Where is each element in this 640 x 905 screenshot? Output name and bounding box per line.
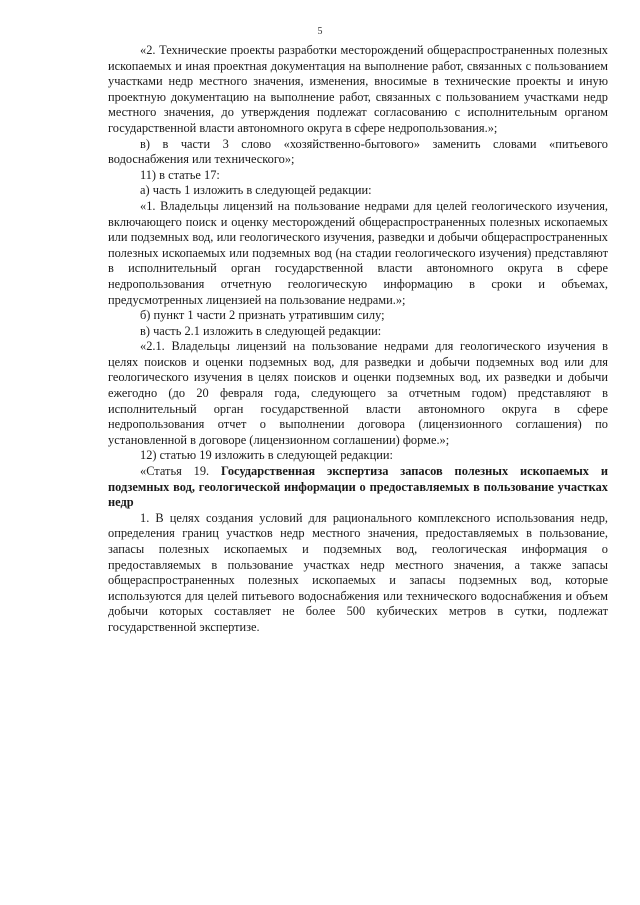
article-heading: [108, 464, 608, 511]
paragraph-part21-text: «2.1. Владельцы лицензий на пользование недрами для геологического изучения в целях поисков и оценки подземных вод, для разведки и добычи подземных вод или для геологического изучения в целях поисков и оценки подземных вод, их разведки и добычи ежегодно (до 20 февраля года, следующего за отчетным годом) представляют в исполнительный орган государственной власти автономного округа в сфере недропользования отчет о выполнении договора (лицензионного соглашения) по установленной в договоре (лицензионном соглашении) форме.»;: [108, 339, 608, 447]
paragraph-part21-intro: в) часть 2.1 изложить в следующей редакции:: [140, 323, 382, 338]
article-heading-prefix: «Статья 19.: [140, 464, 210, 479]
document-body: [108, 43, 608, 636]
article-heading-title: Государственная экспертиза запасов полезных ископаемых и подземных вод, геологической информации о предоставляемых в пользование участках недр: [108, 464, 608, 510]
paragraph-point1-repeal: б) пункт 1 части 2 признать утратившим силу;: [140, 308, 385, 323]
paragraph-article19-intro: 12) статью 19 изложить в следующей редакции:: [140, 448, 393, 463]
paragraph-article17-intro: 11) в статье 17:: [140, 167, 220, 182]
paragraph-part1-intro: а) часть 1 изложить в следующей редакции:: [140, 183, 372, 198]
paragraph-technical-projects: «2. Технические проекты разработки месторождений общераспространенных полезных ископаемых и иная проектная документация на выполнение работ, связанных с пользованием участками недр местного значения, изменения, вносимые в технические проекты и иную проектную документацию на выполнение работ, связанных с пользованием участками недр местного значения, до утверждения подлежат согласованию с исполнительным органом государственной власти автономного округа в сфере недропользования.»;: [108, 43, 608, 135]
paragraph-part3-amendment: в) в части 3 слово «хозяйственно-бытового» заменить словами «питьевого водоснабжения или технического»;: [108, 136, 608, 167]
paragraph-state-expertise: 1. В целях создания условий для рационального комплексного использования недр, определения границ участков недр местного значения, предоставляемых в пользование, запасы полезных ископаемых и подземных вод, геологическая информация о предоставляемых в пользование участках недр местного значения, а также запасы общераспространенных полезных ископаемых и запасы подземных вод, которые используются для целей питьевого водоснабжения или технического водоснабжения и объем добычи которых составляет не более 500 кубических метров в сутки, подлежат государственной экспертизе.: [108, 510, 608, 634]
paragraph-license-holders: «1. Владельцы лицензий на пользование недрами для целей геологического изучения, включающего поиск и оценку месторождений общераспространенных полезных ископаемых или подземных вод, или геологического изучения, разведки и добычи общераспространенных полезных ископаемых или подземных вод (на стадии геологического изучения) представляют в исполнительный орган государственной власти автономного округа в сфере недропользования отчетную геологическую информацию в сроки и объемах, предусмотренных лицензией на пользование недрами.»;: [108, 198, 608, 307]
page-number: 5: [317, 26, 323, 37]
